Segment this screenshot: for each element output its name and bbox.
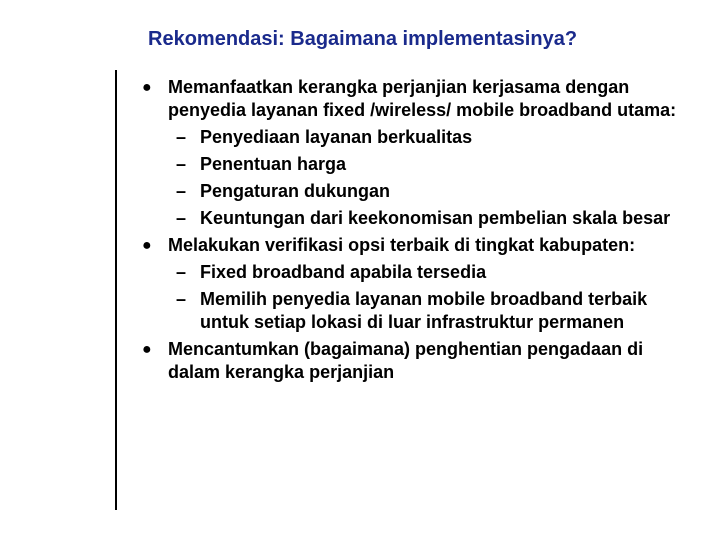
sub-item: [140, 261, 700, 284]
sub-item: [140, 180, 700, 203]
bullet-dot-icon: ●: [142, 341, 152, 358]
sub-item: [140, 288, 700, 334]
sub-item: [140, 126, 700, 149]
bullet-text: Memanfaatkan kerangka perjanjian kerjasama dengan penyedia layanan fixed /wireless/ mobile broadband utama:: [168, 77, 677, 120]
bullet-text: Mencantumkan (bagaimana) penghentian pengadaan di dalam kerangka perjanjian: [168, 339, 644, 382]
dash-icon: –: [176, 262, 187, 282]
sub-item-text: Memilih penyedia layanan mobile broadband terbaik untuk setiap lokasi di luar infrastruktur permanen: [200, 289, 648, 332]
dash-icon: –: [176, 154, 187, 174]
bullet-item-3: [140, 338, 700, 384]
slide-title: Rekomendasi: Bagaimana implementasinya?: [148, 28, 578, 50]
bullet-text: Melakukan verifikasi opsi terbaik di tingkat kabupaten:: [168, 235, 636, 255]
sub-item-text: Fixed broadband apabila tersedia: [200, 262, 487, 282]
bullet-item-2: [140, 234, 700, 257]
dash-icon: –: [176, 181, 187, 201]
sub-item-text: Penentuan harga: [200, 154, 347, 174]
dash-icon: –: [176, 208, 187, 228]
bullet-list: [140, 76, 700, 388]
sub-list-1: [140, 126, 700, 230]
sub-item: [140, 207, 700, 230]
vertical-rule: [115, 70, 117, 510]
bullet-dot-icon: ●: [142, 79, 152, 96]
sub-item-text: Keuntungan dari keekonomisan pembelian skala besar: [200, 208, 671, 228]
dash-icon: –: [176, 289, 187, 309]
sub-list-2: [140, 261, 700, 334]
dash-icon: –: [176, 127, 187, 147]
sub-item-text: Pengaturan dukungan: [200, 181, 391, 201]
bullet-item-1: [140, 76, 700, 122]
bullet-dot-icon: ●: [142, 237, 152, 254]
sub-item: [140, 153, 700, 176]
sub-item-text: Penyediaan layanan berkualitas: [200, 127, 473, 147]
